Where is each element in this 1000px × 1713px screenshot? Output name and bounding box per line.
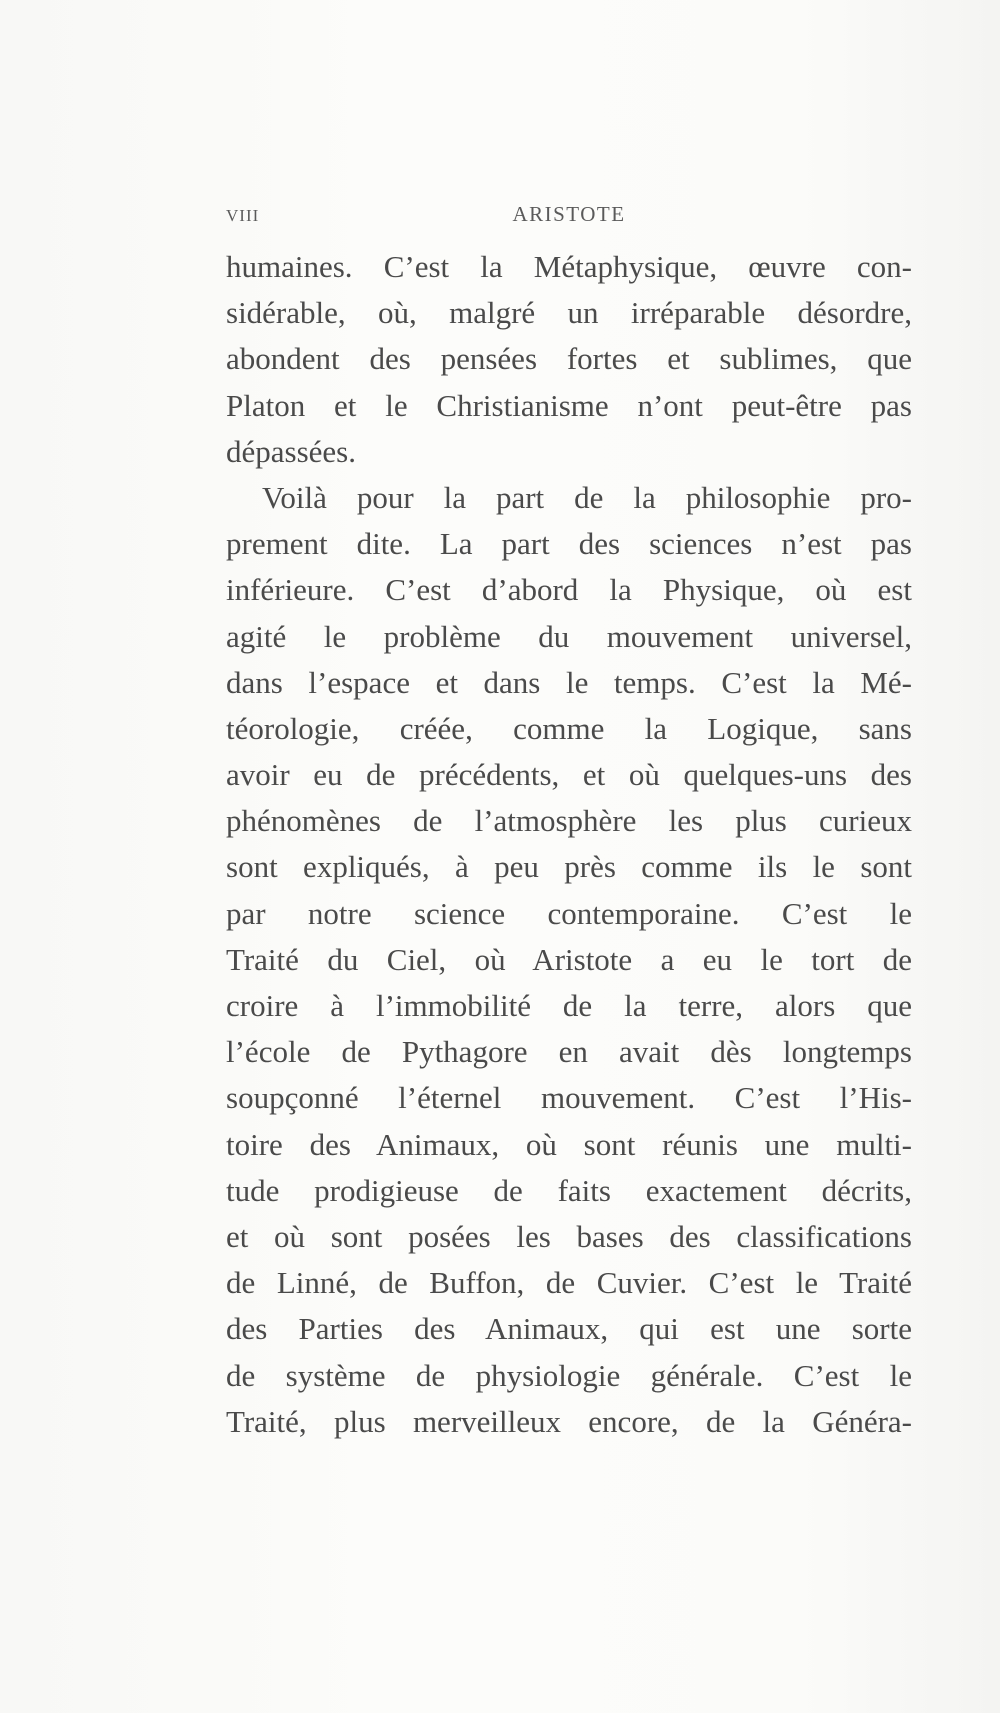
text-line: agité le problème du mouvement universel, bbox=[226, 618, 912, 654]
running-title: ARISTOTE bbox=[512, 202, 626, 226]
text-line: Voilà pour la part de la philosophie pro- bbox=[262, 479, 912, 515]
paragraph-1 bbox=[226, 244, 912, 475]
text-line: par notre science contemporaine. C’est le bbox=[226, 895, 912, 931]
text-line: de Linné, de Buffon, de Cuvier. C’est le Traité bbox=[226, 1265, 912, 1301]
text-line: Traité du Ciel, où Aristote a eu le tort de bbox=[226, 941, 912, 977]
text-line: Traité, plus merveilleux encore, de la Généra- bbox=[226, 1403, 912, 1439]
text-line: dépassées. bbox=[226, 433, 356, 469]
text-line: de système de physiologie générale. C’est le bbox=[226, 1357, 912, 1393]
text-line: prement dite. La part des sciences n’est pas bbox=[226, 526, 912, 562]
text-line: tude prodigieuse de faits exactement décrits, bbox=[226, 1172, 912, 1208]
text-line: soupçonné l’éternel mouvement. C’est l’His- bbox=[226, 1080, 912, 1116]
text-line: toire des Animaux, où sont réunis une multi- bbox=[226, 1126, 912, 1162]
text-line: avoir eu de précédents, et où quelques-uns des bbox=[226, 757, 912, 793]
text-line: sidérable, où, malgré un irréparable désordre, bbox=[226, 295, 912, 331]
paragraph-2 bbox=[226, 475, 912, 1445]
text-line: inférieure. C’est d’abord la Physique, où est bbox=[226, 572, 912, 608]
text-line: téorologie, créée, comme la Logique, sans bbox=[226, 710, 912, 746]
text-line: et où sont posées les bases des classifications bbox=[226, 1218, 912, 1254]
body-text bbox=[226, 244, 912, 1445]
text-line: humaines. C’est la Métaphysique, œuvre con- bbox=[226, 249, 912, 284]
text-line: abondent des pensées fortes et sublimes, que bbox=[226, 341, 912, 377]
running-header bbox=[226, 202, 912, 232]
text-line: sont expliqués, à peu près comme ils le sont bbox=[226, 849, 912, 885]
page-folio: VIII bbox=[226, 206, 260, 225]
text-line: dans l’espace et dans le temps. C’est la Mé- bbox=[226, 664, 912, 700]
text-line: Platon et le Christianisme n’ont peut-être pas bbox=[226, 387, 912, 423]
text-line: croire à l’immobilité de la terre, alors que bbox=[226, 988, 912, 1023]
text-line: phénomènes de l’atmosphère les plus curieux bbox=[226, 803, 912, 839]
text-line: des Parties des Animaux, qui est une sorte bbox=[226, 1311, 912, 1347]
text-line: l’école de Pythagore en avait dès longtemps bbox=[226, 1034, 912, 1070]
